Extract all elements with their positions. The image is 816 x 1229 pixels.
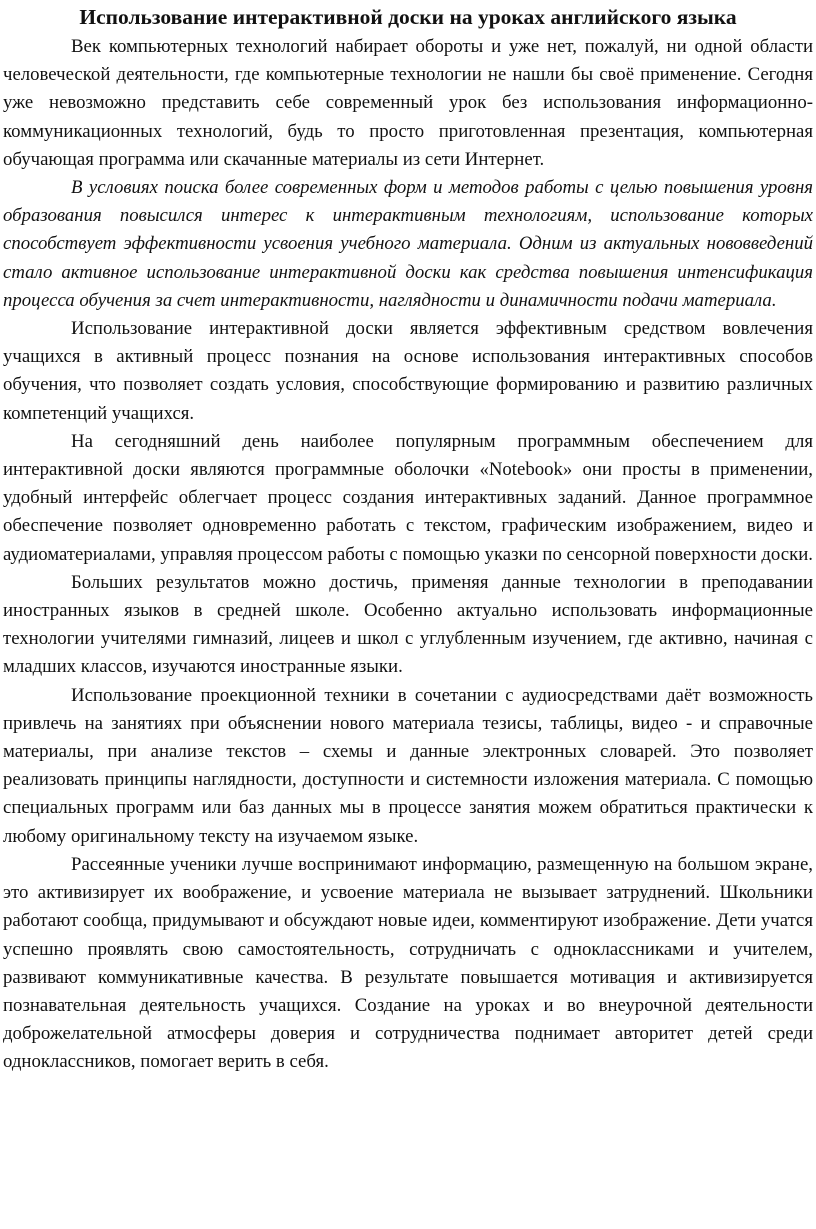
- paragraph-students-benefits: Рассеянные ученики лучше воспринимают информацию, размещенную на большом экране, это активизирует их воображение, и усвоение материала не вызывает затруднений. Школьники работают сообща, придумывают и обсуждают новые идеи, комментируют изображение. Дети учатся успешно проявлять свою самостоятельность, сотрудничать с одноклассниками и учителем, развивают коммуникативные качества. В результате повышается мотивация и активизируется познавательная деятельность учащихся. Создание на уроках и во внеурочной деятельности доброжелательной атмосферы доверия и сотрудничества поднимает авторитет детей среди одноклассников, помогает верить в себя.: [3, 853, 813, 1073]
- paragraph-projection-technique: Использование проекционной техники в сочетании с аудиосредствами даёт возможность привлечь на занятиях при объяснении нового материала тезисы, таблицы, видео - и справочные материалы, при анализе текстов – схемы и данные электронных словарей. Это позволяет реализовать принципы наглядности, доступности и системности изложения материала. С помощью специальных программ или баз данных мы в процессе занятия можем обратиться практически к любому оригинальному тексту на изучаемом языке.: [3, 684, 813, 847]
- document-page: [3, 0, 813, 1077]
- paragraph-italic-interactive-technologies: В условиях поиска более современных форм и методов работы с целью повышения уровня образования повысился интерес к интерактивным технологиям, использование которых способствует эффективности усвоения учебного материала. Одним из актуальных нововведений стало активное использование интерактивной доски как средства повышения интенсификация процесса обучения за счет интерактивности, наглядности и динамичности подачи материала.: [3, 177, 813, 311]
- paragraph-notebook-software: На сегодняшний день наиболее популярным программным обеспечением для интерактивной доски являются программные оболочки «Notebook» они просты в применении, удобный интерфейс облегчает процесс создания интерактивных заданий. Данное программное обеспечение позволяет одновременно работать с текстом, графическим изображением, видео и аудиоматериалами, управляя процессом работы с помощью указки по сенсорной поверхности доски.: [3, 430, 813, 565]
- paragraph-foreign-languages: Больших результатов можно достичь, применяя данные технологии в преподавании иностранных языков в средней школе. Особенно актуально использовать информационные технологии учителями гимназий, лицеев и школ с углубленным изучением, где активно, начиная с младших классов, изучаются иностранные языки.: [3, 571, 813, 678]
- paragraph-board-usage: Использование интерактивной доски является эффективным средством вовлечения учащихся в активный процесс познания на основе использования интерактивных способов обучения, что позволяет создать условия, способствующие формированию и развитию различных компетенций учащихся.: [3, 318, 813, 424]
- paragraph-intro: Век компьютерных технологий набирает обороты и уже нет, пожалуй, ни одной области человеческой деятельности, где компьютерные технологии не нашли бы своё применение. Сегодня уже невозможно представить себе современный урок без использования информационно-коммуникационных технологий, будь то просто приготовленная презентация, компьютерная обучающая программа или скачанные материалы из сети Интернет.: [3, 36, 813, 170]
- document-title: Использование интерактивной доски на уроках английского языка: [79, 5, 737, 29]
